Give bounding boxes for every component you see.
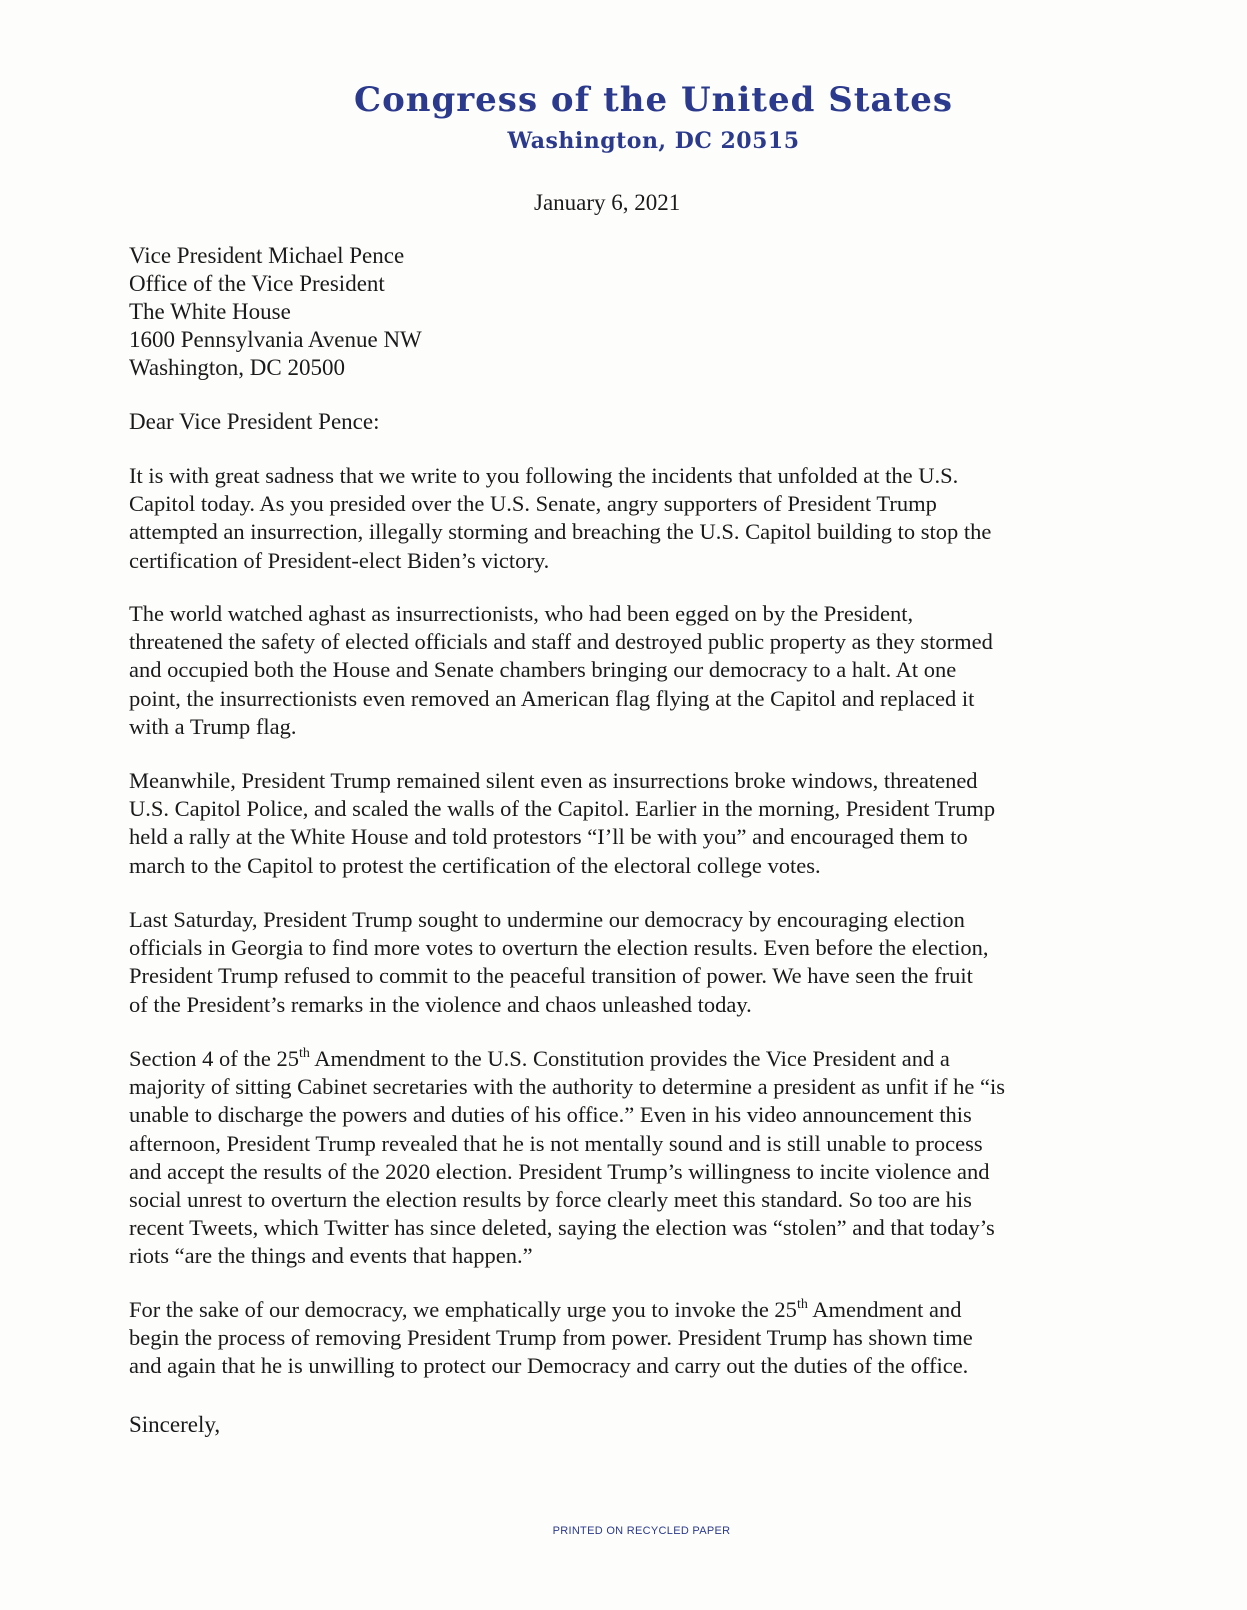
letter-date: January 6, 2021: [534, 190, 681, 215]
body-paragraph-1: [129, 462, 1089, 575]
recipient-line: 1600 Pennsylvania Avenue NW: [129, 327, 422, 352]
paragraph-line: U.S. Capitol Police, and scaled the walls of the Capitol. Earlier in the morning, President Trump: [129, 796, 996, 822]
body-paragraph-4: [129, 906, 1089, 1019]
paragraph-line: threatened the safety of elected officials and staff and destroyed public property as they stormed: [129, 629, 993, 655]
letterhead-title: Congress of the United States: [354, 80, 953, 120]
paragraph-line: officials in Georgia to find more votes to overturn the election results. Even before the election,: [129, 935, 989, 961]
paragraph-line: The world watched aghast as insurrectionists, who had been egged on by the President,: [129, 601, 914, 626]
recipient-line: Vice President Michael Pence: [129, 243, 405, 268]
paragraph-line: Capitol today. As you presided over the U.S. Senate, angry supporters of President Trump: [129, 491, 937, 517]
paragraph-line: march to the Capitol to protest the certification of the electoral college votes.: [129, 852, 821, 878]
paragraph-line: [129, 1045, 1089, 1073]
body-paragraph-3: [129, 767, 1089, 880]
paragraph-line: social unrest to overturn the election results by force clearly meet this standard. So too are his: [129, 1187, 972, 1213]
paragraph-line: held a rally at the White House and told protestors “I’ll be with you” and encouraged them to: [129, 824, 968, 850]
recipient-line: Washington, DC 20500: [129, 355, 346, 380]
letterhead-address: Washington, DC 20515: [507, 128, 800, 154]
recipient-line: Office of the Vice President: [129, 271, 385, 296]
paragraph-line: and accept the results of the 2020 election. President Trump’s willingness to incite violence and: [129, 1158, 990, 1184]
recipient-address: [129, 242, 1089, 382]
paragraph-line: [129, 1296, 1089, 1324]
paragraph-line: point, the insurrectionists even removed an American flag flying at the Capitol and replaced it: [129, 685, 975, 711]
paragraph-line: begin the process of removing President Trump from power. President Trump has shown time: [129, 1325, 973, 1351]
ordinal-suffix: th: [796, 1297, 808, 1312]
paragraph-text: Amendment and: [807, 1297, 962, 1322]
paragraph-line: unable to discharge the powers and duties of his office.” Even in his video announcement this: [129, 1102, 972, 1128]
paragraph-line: certification of President-elect Biden’s victory.: [129, 547, 550, 573]
paragraph-line: President Trump refused to commit to the peaceful transition of power. We have seen the fruit: [129, 963, 973, 989]
paragraph-line: of the President’s remarks in the violence and chaos unleashed today.: [129, 991, 752, 1017]
paragraph-line: with a Trump flag.: [129, 713, 297, 739]
body-paragraph-5: [129, 1045, 1089, 1271]
paragraph-line: recent Tweets, which Twitter has since deleted, saying the election was “stolen” and that today’s: [129, 1215, 995, 1241]
paragraph-text: Section 4 of the 25: [129, 1046, 299, 1071]
paragraph-line: Meanwhile, President Trump remained silent even as insurrections broke windows, threatened: [129, 768, 978, 793]
paragraph-line: riots “are the things and events that happen.”: [129, 1243, 533, 1269]
paragraph-text: For the sake of our democracy, we emphatically urge you to invoke the 25: [129, 1297, 797, 1322]
body-paragraph-2: [129, 600, 1089, 741]
paragraph-line: majority of sitting Cabinet secretaries with the authority to determine a president as unfit if he “is: [129, 1074, 1006, 1100]
paragraph-line: and again that he is unwilling to protect our Democracy and carry out the duties of the office.: [129, 1353, 969, 1379]
footer-recycled-note: PRINTED ON RECYCLED PAPER: [552, 1525, 731, 1537]
ordinal-suffix: th: [298, 1046, 310, 1061]
paragraph-line: afternoon, President Trump revealed that he is not mentally sound and is still unable to process: [129, 1130, 983, 1156]
paragraph-text: Amendment to the U.S. Constitution provides the Vice President and a: [309, 1046, 950, 1071]
paragraph-line: attempted an insurrection, illegally storming and breaching the U.S. Capitol building to stop the: [129, 519, 992, 545]
paragraph-line: Last Saturday, President Trump sought to undermine our democracy by encouraging election: [129, 907, 965, 932]
recipient-line: The White House: [129, 299, 291, 324]
salutation: Dear Vice President Pence:: [129, 409, 380, 434]
closing: Sincerely,: [129, 1412, 221, 1437]
paragraph-line: and occupied both the House and Senate chambers bringing our democracy to a halt. At one: [129, 657, 957, 683]
body-paragraph-6: [129, 1296, 1089, 1381]
paragraph-line: It is with great sadness that we write to you following the incidents that unfolded at the U.S.: [129, 463, 959, 488]
